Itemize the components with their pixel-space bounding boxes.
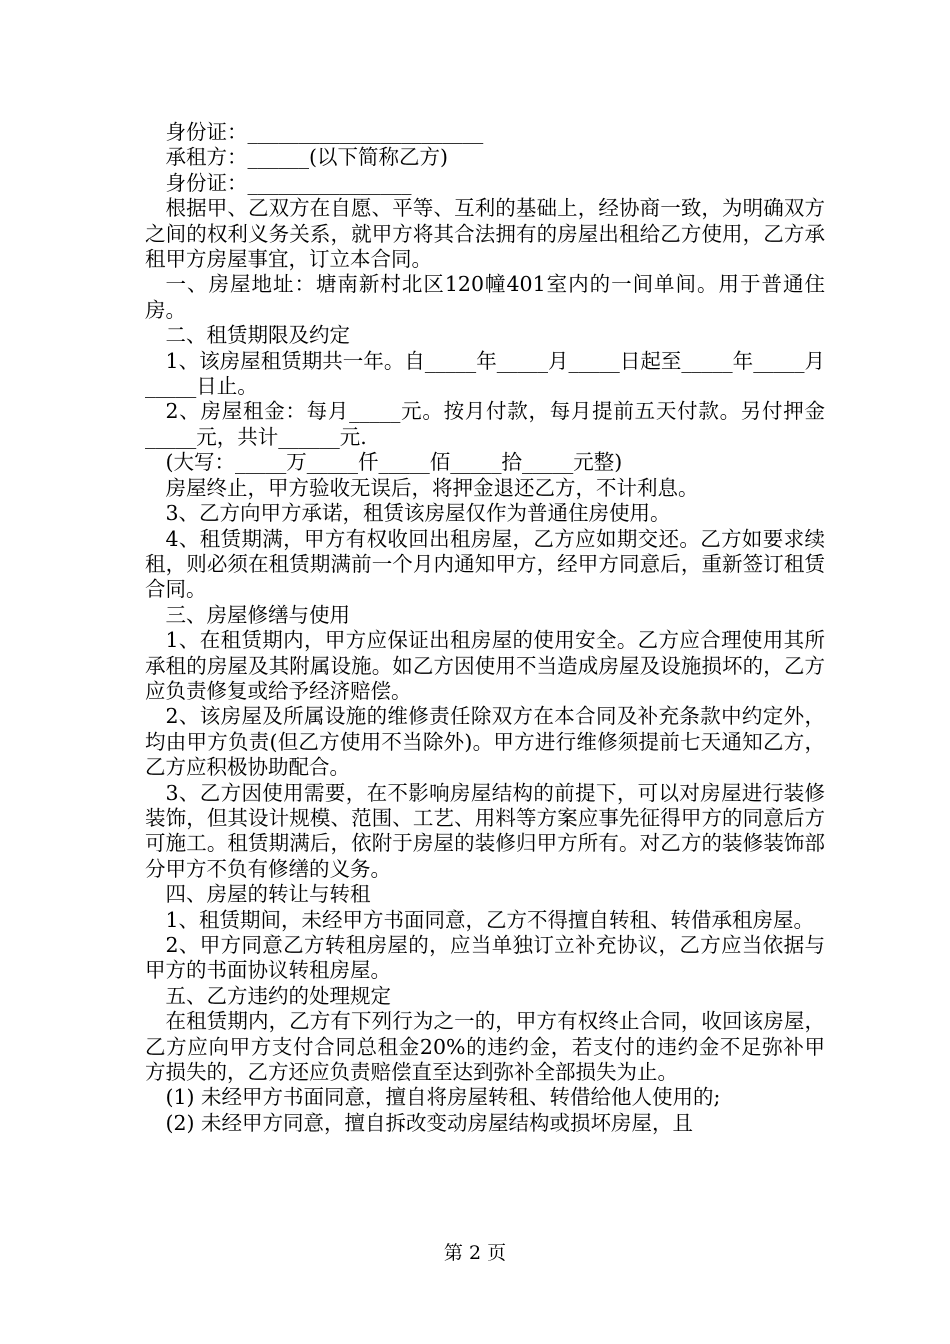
clause-decoration: 3、乙方因使用需要，在不影响房屋结构的前提下，可以对房屋进行装修装饰，但其设计规模、范围、工艺、用料等方案应事先征得甲方的同意后方可施工。租赁期满后，依附于房屋的装修归甲方所有。对乙方的装修装饰部分甲方不负有修缮的义务。 xyxy=(145,780,825,881)
clause-rent: 2、房屋租金：每月_____元。按月付款，每月提前五天付款。另付押金_____元，共计______元. xyxy=(145,399,825,449)
preamble-paragraph: 根据甲、乙双方在自愿、平等、互利的基础上，经协商一致，为明确双方之间的权利义务关系，就甲方将其合法拥有的房屋出租给乙方使用，乙方承租甲方房屋事宜，订立本合同。 xyxy=(145,196,825,272)
section-heading-breach: 五、乙方违约的处理规定 xyxy=(165,983,391,1008)
clause-no-sublet: 1、租赁期间，未经甲方书面同意，乙方不得擅自转租、转借承租房屋。 xyxy=(165,907,815,932)
clause-amount-in-words: (大写：_____万_____仟_____佰_____拾_____元整) xyxy=(165,450,623,475)
lessee-line: 承租方：______(以下简称乙方) xyxy=(165,145,448,170)
breach-item-1: (1) 未经甲方书面同意，擅自将房屋转租、转借给他人使用的; xyxy=(165,1085,721,1110)
id-card-line-party-b: 身份证：________________ xyxy=(165,170,412,195)
section-heading-transfer-sublet: 四、房屋的转让与转租 xyxy=(165,882,371,907)
clause-maintenance: 2、该房屋及所属设施的维修责任除双方在本合同及补充条款中约定外，均由甲方负责(但乙方使用不当除外)。甲方进行维修须提前七天通知乙方，乙方应积极协助配合。 xyxy=(145,704,825,780)
clause-deposit-return: 房屋终止，甲方验收无误后，将押金退还乙方，不计利息。 xyxy=(165,475,699,500)
clause-lease-period: 1、该房屋租赁期共一年。自_____年_____月_____日起至_____年_____月_____日止。 xyxy=(145,348,825,399)
clause-safe-use: 1、在租赁期内，甲方应保证出租房屋的使用安全。乙方应合理使用其所承租的房屋及其附属设施。如乙方因使用不当造成房屋及设施损坏的，乙方应负责修复或给予经济赔偿。 xyxy=(145,628,825,703)
clause-lease-expiry: 4、租赁期满，甲方有权收回出租房屋，乙方应如期交还。乙方如要求续租，则必须在租赁期满前一个月内通知甲方，经甲方同意后，重新签订租赁合同。 xyxy=(145,526,825,602)
breach-item-2: (2) 未经甲方同意，擅自拆改变动房屋结构或损坏房屋，且 xyxy=(165,1110,694,1135)
clause-breach-penalty: 在租赁期内，乙方有下列行为之一的，甲方有权终止合同，收回该房屋，乙方应向甲方支付合同总租金20%的违约金，若支付的违约金不足弥补甲方损失的，乙方还应负责赔偿直至达到弥补全部损失为止。 xyxy=(145,1009,825,1085)
clause-sublet-agreement: 2、甲方同意乙方转租房屋的，应当单独订立补充协议，乙方应当依据与甲方的书面协议转租房屋。 xyxy=(145,933,825,983)
contract-body xyxy=(145,120,825,1136)
clause-house-address: 一、房屋地址：塘南新村北区120幢401室内的一间单间。用于普通住房。 xyxy=(145,272,825,322)
id-card-line-party-a: 身份证：_______________________ xyxy=(165,120,484,144)
section-heading-repair-use: 三、房屋修缮与使用 xyxy=(165,602,350,627)
clause-usage-promise: 3、乙方向甲方承诺，租赁该房屋仅作为普通住房使用。 xyxy=(165,501,671,526)
section-heading-lease-term: 二、租赁期限及约定 xyxy=(165,323,350,348)
page-number: 第 2 页 xyxy=(443,1242,507,1264)
